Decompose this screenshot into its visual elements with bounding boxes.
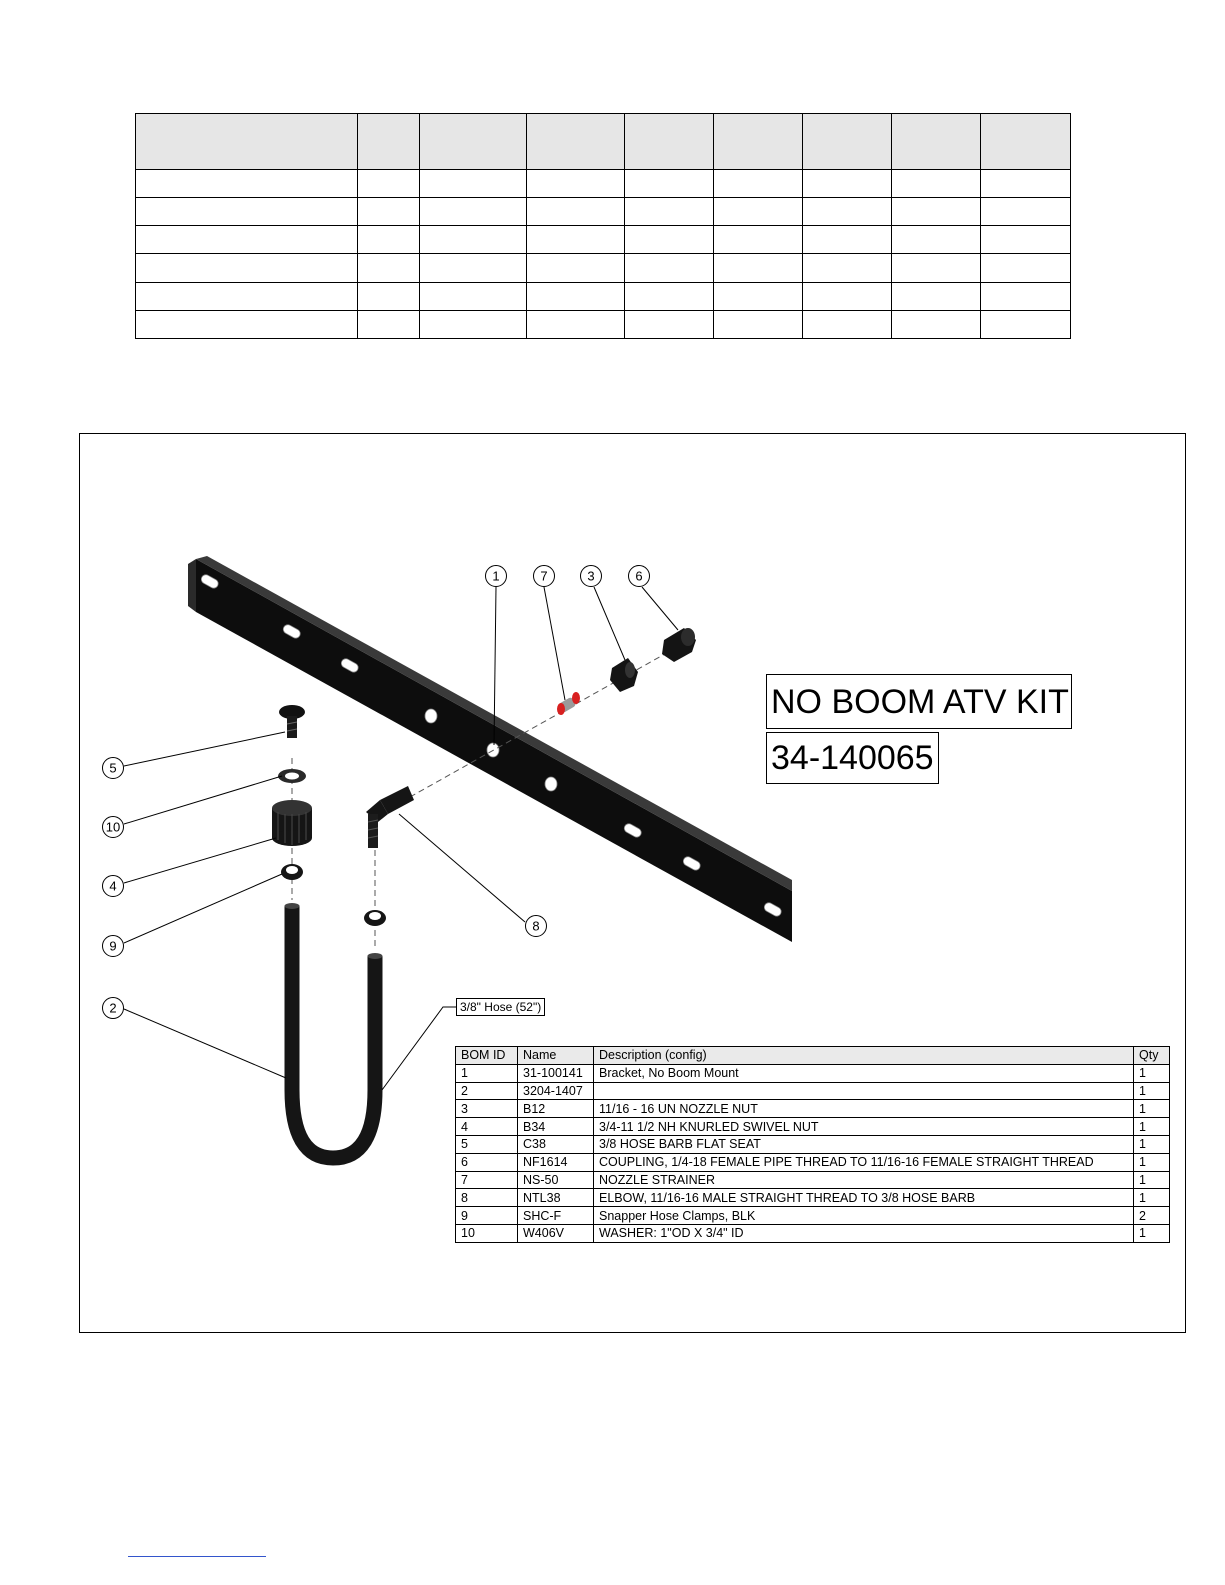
balloon-label: 3 [587,568,595,584]
balloon-label: 2 [109,1000,117,1016]
elbow-part [366,786,414,848]
balloon-7 [534,566,555,587]
bom-cell-description: 11/16 - 16 UN NOZZLE NUT [594,1100,1134,1118]
bom-cell-id: 7 [456,1171,518,1189]
balloon-6 [629,566,650,587]
bom-cell-qty: 1 [1134,1064,1170,1082]
washer-part [278,769,306,783]
bom-cell-id: 8 [456,1189,518,1207]
bom-cell-qty: 1 [1134,1100,1170,1118]
bom-header-name: Name [518,1047,594,1065]
bom-header-description: Description (config) [594,1047,1134,1065]
bom-cell-qty: 1 [1134,1224,1170,1242]
bom-cell-description: 3/4-11 1/2 NH KNURLED SWIVEL NUT [594,1118,1134,1136]
bom-cell-name: 31-100141 [518,1064,594,1082]
bom-cell-qty: 1 [1134,1082,1170,1100]
balloon-10 [103,817,124,838]
bom-header-qty: Qty [1134,1047,1170,1065]
hose-clamp-part [281,864,303,880]
bom-cell-description: Snapper Hose Clamps, BLK [594,1207,1134,1225]
balloon-9 [103,936,124,957]
bom-header-row [456,1047,1170,1065]
bom-row [456,1118,1170,1136]
bom-cell-name: C38 [518,1135,594,1153]
bom-cell-qty: 1 [1134,1153,1170,1171]
bom-cell-description [594,1082,1134,1100]
bom-cell-qty: 1 [1134,1189,1170,1207]
balloon-label: 9 [109,938,117,954]
bom-row [456,1135,1170,1153]
bom-cell-name: 3204-1407 [518,1082,594,1100]
bom-row [456,1189,1170,1207]
hose-barb-part [279,705,305,738]
bom-cell-description: WASHER: 1"OD X 3/4" ID [594,1224,1134,1242]
bom-cell-id: 6 [456,1153,518,1171]
bom-cell-description: ELBOW, 11/16-16 MALE STRAIGHT THREAD TO 3/8 HOSE BARB [594,1189,1134,1207]
bom-cell-qty: 1 [1134,1118,1170,1136]
bom-cell-description: 3/8 HOSE BARB FLAT SEAT [594,1135,1134,1153]
bom-cell-id: 1 [456,1064,518,1082]
bom-row [456,1207,1170,1225]
nozzle-strainer-part [557,692,580,715]
bom-cell-id: 10 [456,1224,518,1242]
balloon-4 [103,876,124,897]
balloon-5 [103,758,124,779]
bom-row [456,1153,1170,1171]
balloon-label: 4 [109,878,117,894]
coupling-part [662,628,696,662]
bom-cell-name: SHC-F [518,1207,594,1225]
bom-row [456,1064,1170,1082]
balloon-label: 8 [532,918,540,934]
balloon-1 [486,566,507,587]
balloon-label: 5 [109,760,117,776]
bom-cell-description: NOZZLE STRAINER [594,1171,1134,1189]
hose-length-note: 3/8" Hose (52") [456,998,545,1016]
bom-row [456,1100,1170,1118]
balloon-3 [581,566,602,587]
bracket-part [188,556,792,942]
bom-cell-qty: 1 [1134,1135,1170,1153]
kit-part-number: 34-140065 [766,732,939,784]
balloon-label: 7 [540,568,548,584]
leader-lines [124,587,678,1090]
bill-of-materials-table [455,1046,1170,1243]
balloon-label: 6 [635,568,643,584]
bom-cell-id: 2 [456,1082,518,1100]
bom-cell-name: B34 [518,1118,594,1136]
bom-header-id: BOM ID [456,1047,518,1065]
bom-cell-description: Bracket, No Boom Mount [594,1064,1134,1082]
bom-cell-qty: 2 [1134,1207,1170,1225]
bom-cell-name: B12 [518,1100,594,1118]
hose-part [285,903,383,1158]
nozzle-nut-part [610,658,638,692]
bom-cell-qty: 1 [1134,1171,1170,1189]
bom-row [456,1082,1170,1100]
balloon-label: 1 [492,568,500,584]
bom-cell-id: 4 [456,1118,518,1136]
kit-name-title: NO BOOM ATV KIT [766,674,1072,729]
bom-cell-name: W406V [518,1224,594,1242]
bom-cell-id: 3 [456,1100,518,1118]
bom-cell-name: NTL38 [518,1189,594,1207]
bom-cell-id: 9 [456,1207,518,1225]
swivel-nut-part [272,800,312,846]
balloon-8 [526,916,547,937]
bom-cell-id: 5 [456,1135,518,1153]
bom-row [456,1224,1170,1242]
bom-row [456,1171,1170,1189]
bom-cell-description: COUPLING, 1/4-18 FEMALE PIPE THREAD TO 11/16-16 FEMALE STRAIGHT THREAD [594,1153,1134,1171]
footer-link-underline[interactable] [128,1556,266,1557]
bom-cell-name: NF1614 [518,1153,594,1171]
balloon-label: 10 [105,819,121,835]
bom-cell-name: NS-50 [518,1171,594,1189]
hose-clamp-part [364,910,386,926]
balloon-2 [103,998,124,1019]
